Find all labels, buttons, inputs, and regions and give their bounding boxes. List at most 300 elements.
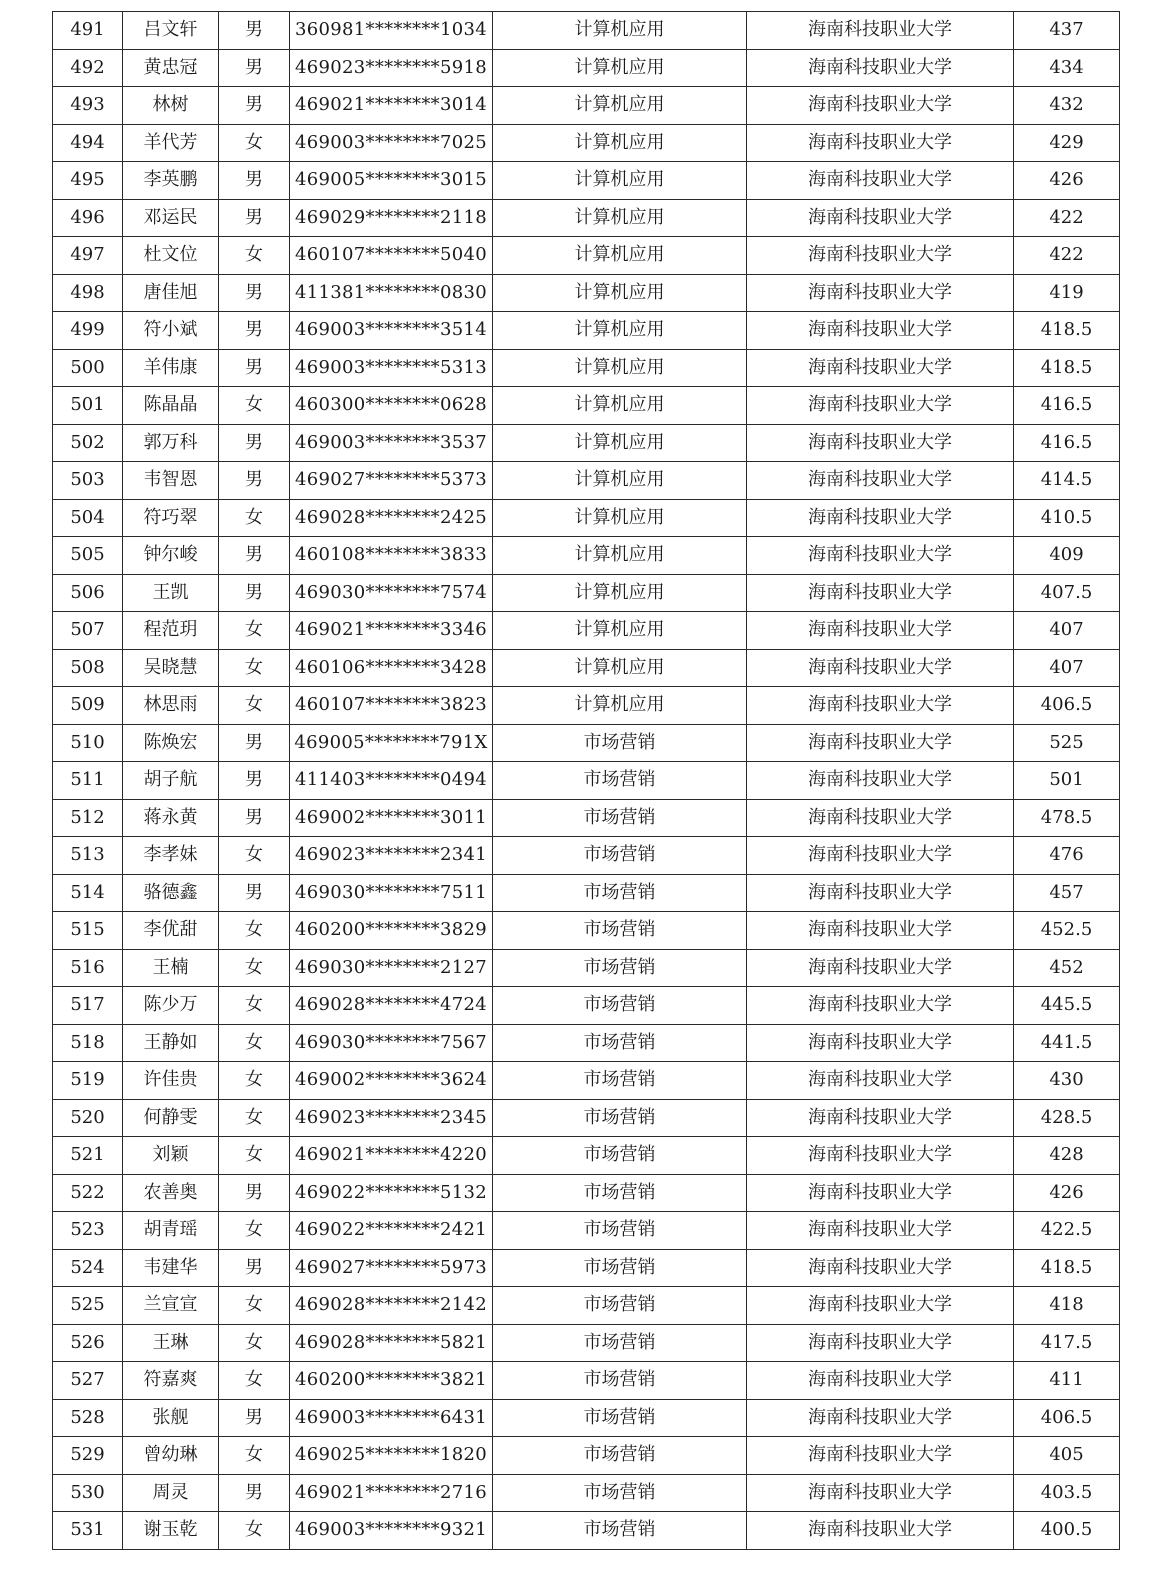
- student-name-cell: 兰宣宣: [123, 1287, 219, 1325]
- school-cell: 海南科技职业大学: [747, 199, 1014, 237]
- major-cell: 计算机应用: [493, 87, 747, 125]
- table-row: [53, 1249, 1120, 1287]
- table-row: [53, 912, 1120, 950]
- row-number-cell: 504: [53, 499, 123, 537]
- row-number-cell: 517: [53, 987, 123, 1025]
- student-name-cell: 刘颖: [123, 1137, 219, 1175]
- id-number-cell: 469003********7025: [290, 124, 493, 162]
- score-cell: 409: [1014, 537, 1120, 575]
- school-cell: 海南科技职业大学: [747, 799, 1014, 837]
- row-number-cell: 496: [53, 199, 123, 237]
- student-name-cell: 王楠: [123, 949, 219, 987]
- student-name-cell: 陈焕宏: [123, 724, 219, 762]
- id-number-cell: 460300********0628: [290, 387, 493, 425]
- student-name-cell: 程范玥: [123, 612, 219, 650]
- student-name-cell: 许佳贵: [123, 1062, 219, 1100]
- major-cell: 市场营销: [493, 724, 747, 762]
- major-cell: 市场营销: [493, 762, 747, 800]
- school-cell: 海南科技职业大学: [747, 424, 1014, 462]
- school-cell: 海南科技职业大学: [747, 387, 1014, 425]
- school-cell: 海南科技职业大学: [747, 1287, 1014, 1325]
- table-row: [53, 874, 1120, 912]
- gender-cell: 男: [219, 574, 290, 612]
- score-cell: 434: [1014, 49, 1120, 87]
- major-cell: 市场营销: [493, 799, 747, 837]
- id-number-cell: 411381********0830: [290, 274, 493, 312]
- gender-cell: 女: [219, 1362, 290, 1400]
- id-number-cell: 469003********6431: [290, 1399, 493, 1437]
- table-row: [53, 124, 1120, 162]
- table-row: [53, 462, 1120, 500]
- gender-cell: 男: [219, 12, 290, 50]
- id-number-cell: 460106********3428: [290, 649, 493, 687]
- score-cell: 417.5: [1014, 1324, 1120, 1362]
- row-number-cell: 513: [53, 837, 123, 875]
- student-name-cell: 林树: [123, 87, 219, 125]
- gender-cell: 男: [219, 1399, 290, 1437]
- id-number-cell: 469029********2118: [290, 199, 493, 237]
- score-cell: 428.5: [1014, 1099, 1120, 1137]
- student-name-cell: 韦智恩: [123, 462, 219, 500]
- table-body: [53, 12, 1120, 1550]
- gender-cell: 男: [219, 199, 290, 237]
- table-row: [53, 1024, 1120, 1062]
- table-row: [53, 387, 1120, 425]
- student-name-cell: 邓运民: [123, 199, 219, 237]
- id-number-cell: 469003********5313: [290, 349, 493, 387]
- major-cell: 计算机应用: [493, 12, 747, 50]
- school-cell: 海南科技职业大学: [747, 237, 1014, 275]
- row-number-cell: 518: [53, 1024, 123, 1062]
- table-row: [53, 724, 1120, 762]
- gender-cell: 男: [219, 312, 290, 350]
- school-cell: 海南科技职业大学: [747, 724, 1014, 762]
- score-cell: 428: [1014, 1137, 1120, 1175]
- gender-cell: 女: [219, 837, 290, 875]
- major-cell: 市场营销: [493, 1062, 747, 1100]
- student-name-cell: 陈晶晶: [123, 387, 219, 425]
- id-number-cell: 469028********5821: [290, 1324, 493, 1362]
- id-number-cell: 469023********2341: [290, 837, 493, 875]
- row-number-cell: 527: [53, 1362, 123, 1400]
- row-number-cell: 531: [53, 1512, 123, 1550]
- school-cell: 海南科技职业大学: [747, 649, 1014, 687]
- table-row: [53, 87, 1120, 125]
- table-row: [53, 12, 1120, 50]
- row-number-cell: 497: [53, 237, 123, 275]
- score-cell: 429: [1014, 124, 1120, 162]
- school-cell: 海南科技职业大学: [747, 612, 1014, 650]
- id-number-cell: 469021********3346: [290, 612, 493, 650]
- id-number-cell: 460108********3833: [290, 537, 493, 575]
- student-name-cell: 王静如: [123, 1024, 219, 1062]
- table-row: [53, 199, 1120, 237]
- score-cell: 416.5: [1014, 387, 1120, 425]
- score-cell: 407: [1014, 649, 1120, 687]
- row-number-cell: 495: [53, 162, 123, 200]
- id-number-cell: 460200********3821: [290, 1362, 493, 1400]
- score-cell: 411: [1014, 1362, 1120, 1400]
- score-cell: 406.5: [1014, 687, 1120, 725]
- school-cell: 海南科技职业大学: [747, 1099, 1014, 1137]
- score-cell: 478.5: [1014, 799, 1120, 837]
- major-cell: 计算机应用: [493, 274, 747, 312]
- row-number-cell: 524: [53, 1249, 123, 1287]
- student-name-cell: 吴晓慧: [123, 649, 219, 687]
- score-cell: 418.5: [1014, 349, 1120, 387]
- student-name-cell: 林思雨: [123, 687, 219, 725]
- row-number-cell: 529: [53, 1437, 123, 1475]
- id-number-cell: 469027********5973: [290, 1249, 493, 1287]
- school-cell: 海南科技职业大学: [747, 349, 1014, 387]
- gender-cell: 女: [219, 1512, 290, 1550]
- major-cell: 市场营销: [493, 1099, 747, 1137]
- id-number-cell: 469022********2421: [290, 1212, 493, 1250]
- student-name-cell: 杜文位: [123, 237, 219, 275]
- major-cell: 计算机应用: [493, 462, 747, 500]
- gender-cell: 女: [219, 1137, 290, 1175]
- student-name-cell: 骆德鑫: [123, 874, 219, 912]
- student-name-cell: 蒋永黄: [123, 799, 219, 837]
- school-cell: 海南科技职业大学: [747, 687, 1014, 725]
- table-row: [53, 987, 1120, 1025]
- gender-cell: 男: [219, 799, 290, 837]
- score-cell: 410.5: [1014, 499, 1120, 537]
- id-number-cell: 469021********2716: [290, 1474, 493, 1512]
- major-cell: 市场营销: [493, 1024, 747, 1062]
- school-cell: 海南科技职业大学: [747, 12, 1014, 50]
- student-name-cell: 钟尔峻: [123, 537, 219, 575]
- student-name-cell: 符小斌: [123, 312, 219, 350]
- major-cell: 计算机应用: [493, 312, 747, 350]
- major-cell: 计算机应用: [493, 349, 747, 387]
- gender-cell: 女: [219, 949, 290, 987]
- gender-cell: 男: [219, 162, 290, 200]
- school-cell: 海南科技职业大学: [747, 1249, 1014, 1287]
- gender-cell: 女: [219, 1212, 290, 1250]
- id-number-cell: 469030********7574: [290, 574, 493, 612]
- major-cell: 市场营销: [493, 1174, 747, 1212]
- id-number-cell: 469002********3624: [290, 1062, 493, 1100]
- gender-cell: 男: [219, 1249, 290, 1287]
- row-number-cell: 501: [53, 387, 123, 425]
- id-number-cell: 411403********0494: [290, 762, 493, 800]
- student-name-cell: 韦建华: [123, 1249, 219, 1287]
- major-cell: 市场营销: [493, 949, 747, 987]
- row-number-cell: 492: [53, 49, 123, 87]
- table-row: [53, 1437, 1120, 1475]
- gender-cell: 女: [219, 124, 290, 162]
- score-cell: 426: [1014, 162, 1120, 200]
- gender-cell: 女: [219, 1062, 290, 1100]
- score-cell: 430: [1014, 1062, 1120, 1100]
- table-row: [53, 1212, 1120, 1250]
- row-number-cell: 503: [53, 462, 123, 500]
- major-cell: 市场营销: [493, 1399, 747, 1437]
- id-number-cell: 469021********3014: [290, 87, 493, 125]
- table-row: [53, 1474, 1120, 1512]
- student-name-cell: 王琳: [123, 1324, 219, 1362]
- score-cell: 418: [1014, 1287, 1120, 1325]
- row-number-cell: 522: [53, 1174, 123, 1212]
- student-name-cell: 胡青瑶: [123, 1212, 219, 1250]
- score-cell: 476: [1014, 837, 1120, 875]
- table-row: [53, 162, 1120, 200]
- gender-cell: 女: [219, 237, 290, 275]
- row-number-cell: 508: [53, 649, 123, 687]
- id-number-cell: 469028********2425: [290, 499, 493, 537]
- major-cell: 计算机应用: [493, 49, 747, 87]
- student-name-cell: 谢玉乾: [123, 1512, 219, 1550]
- school-cell: 海南科技职业大学: [747, 987, 1014, 1025]
- school-cell: 海南科技职业大学: [747, 762, 1014, 800]
- gender-cell: 男: [219, 874, 290, 912]
- gender-cell: 男: [219, 762, 290, 800]
- student-name-cell: 何静雯: [123, 1099, 219, 1137]
- score-cell: 407.5: [1014, 574, 1120, 612]
- major-cell: 计算机应用: [493, 199, 747, 237]
- id-number-cell: 360981********1034: [290, 12, 493, 50]
- school-cell: 海南科技职业大学: [747, 1024, 1014, 1062]
- gender-cell: 男: [219, 1174, 290, 1212]
- school-cell: 海南科技职业大学: [747, 312, 1014, 350]
- score-cell: 400.5: [1014, 1512, 1120, 1550]
- student-name-cell: 羊代芳: [123, 124, 219, 162]
- major-cell: 计算机应用: [493, 499, 747, 537]
- school-cell: 海南科技职业大学: [747, 1437, 1014, 1475]
- student-name-cell: 羊伟康: [123, 349, 219, 387]
- gender-cell: 男: [219, 49, 290, 87]
- school-cell: 海南科技职业大学: [747, 1474, 1014, 1512]
- score-cell: 403.5: [1014, 1474, 1120, 1512]
- id-number-cell: 469025********1820: [290, 1437, 493, 1475]
- table-row: [53, 649, 1120, 687]
- row-number-cell: 519: [53, 1062, 123, 1100]
- major-cell: 计算机应用: [493, 387, 747, 425]
- school-cell: 海南科技职业大学: [747, 1362, 1014, 1400]
- row-number-cell: 523: [53, 1212, 123, 1250]
- admission-list-sheet: [52, 11, 1112, 1550]
- major-cell: 计算机应用: [493, 574, 747, 612]
- table-row: [53, 1399, 1120, 1437]
- id-number-cell: 469003********3537: [290, 424, 493, 462]
- gender-cell: 女: [219, 499, 290, 537]
- table-row: [53, 312, 1120, 350]
- row-number-cell: 530: [53, 1474, 123, 1512]
- table-row: [53, 499, 1120, 537]
- score-cell: 441.5: [1014, 1024, 1120, 1062]
- table-row: [53, 1099, 1120, 1137]
- student-name-cell: 李英鹏: [123, 162, 219, 200]
- score-cell: 422: [1014, 199, 1120, 237]
- table-row: [53, 49, 1120, 87]
- table-row: [53, 762, 1120, 800]
- table-row: [53, 1324, 1120, 1362]
- row-number-cell: 491: [53, 12, 123, 50]
- id-number-cell: 469028********2142: [290, 1287, 493, 1325]
- row-number-cell: 498: [53, 274, 123, 312]
- row-number-cell: 499: [53, 312, 123, 350]
- gender-cell: 女: [219, 1099, 290, 1137]
- score-cell: 416.5: [1014, 424, 1120, 462]
- score-cell: 418.5: [1014, 312, 1120, 350]
- major-cell: 市场营销: [493, 837, 747, 875]
- gender-cell: 女: [219, 612, 290, 650]
- school-cell: 海南科技职业大学: [747, 537, 1014, 575]
- table-row: [53, 274, 1120, 312]
- row-number-cell: 502: [53, 424, 123, 462]
- gender-cell: 女: [219, 1287, 290, 1325]
- major-cell: 市场营销: [493, 1437, 747, 1475]
- major-cell: 计算机应用: [493, 687, 747, 725]
- row-number-cell: 505: [53, 537, 123, 575]
- score-cell: 452: [1014, 949, 1120, 987]
- school-cell: 海南科技职业大学: [747, 1174, 1014, 1212]
- row-number-cell: 514: [53, 874, 123, 912]
- score-cell: 452.5: [1014, 912, 1120, 950]
- score-cell: 405: [1014, 1437, 1120, 1475]
- id-number-cell: 469028********4724: [290, 987, 493, 1025]
- gender-cell: 女: [219, 987, 290, 1025]
- row-number-cell: 507: [53, 612, 123, 650]
- score-cell: 457: [1014, 874, 1120, 912]
- gender-cell: 男: [219, 274, 290, 312]
- school-cell: 海南科技职业大学: [747, 837, 1014, 875]
- school-cell: 海南科技职业大学: [747, 1512, 1014, 1550]
- table-row: [53, 1512, 1120, 1550]
- school-cell: 海南科技职业大学: [747, 1062, 1014, 1100]
- row-number-cell: 525: [53, 1287, 123, 1325]
- student-name-cell: 李优甜: [123, 912, 219, 950]
- id-number-cell: 460107********5040: [290, 237, 493, 275]
- major-cell: 计算机应用: [493, 237, 747, 275]
- score-cell: 525: [1014, 724, 1120, 762]
- id-number-cell: 469003********3514: [290, 312, 493, 350]
- id-number-cell: 460107********3823: [290, 687, 493, 725]
- row-number-cell: 520: [53, 1099, 123, 1137]
- id-number-cell: 469005********3015: [290, 162, 493, 200]
- row-number-cell: 521: [53, 1137, 123, 1175]
- id-number-cell: 469005********791X: [290, 724, 493, 762]
- school-cell: 海南科技职业大学: [747, 912, 1014, 950]
- major-cell: 计算机应用: [493, 162, 747, 200]
- table-row: [53, 574, 1120, 612]
- id-number-cell: 469022********5132: [290, 1174, 493, 1212]
- id-number-cell: 469002********3011: [290, 799, 493, 837]
- row-number-cell: 526: [53, 1324, 123, 1362]
- score-cell: 445.5: [1014, 987, 1120, 1025]
- table-row: [53, 687, 1120, 725]
- id-number-cell: 469030********2127: [290, 949, 493, 987]
- gender-cell: 女: [219, 1024, 290, 1062]
- student-name-cell: 黄忠冠: [123, 49, 219, 87]
- school-cell: 海南科技职业大学: [747, 1399, 1014, 1437]
- gender-cell: 男: [219, 1474, 290, 1512]
- row-number-cell: 509: [53, 687, 123, 725]
- major-cell: 市场营销: [493, 1137, 747, 1175]
- school-cell: 海南科技职业大学: [747, 462, 1014, 500]
- id-number-cell: 469021********4220: [290, 1137, 493, 1175]
- gender-cell: 女: [219, 687, 290, 725]
- school-cell: 海南科技职业大学: [747, 162, 1014, 200]
- row-number-cell: 516: [53, 949, 123, 987]
- score-cell: 501: [1014, 762, 1120, 800]
- major-cell: 市场营销: [493, 1512, 747, 1550]
- school-cell: 海南科技职业大学: [747, 499, 1014, 537]
- student-name-cell: 曾幼琳: [123, 1437, 219, 1475]
- table-row: [53, 537, 1120, 575]
- student-name-cell: 胡子航: [123, 762, 219, 800]
- table-row: [53, 349, 1120, 387]
- table-row: [53, 237, 1120, 275]
- student-name-cell: 周灵: [123, 1474, 219, 1512]
- row-number-cell: 528: [53, 1399, 123, 1437]
- student-name-cell: 陈少万: [123, 987, 219, 1025]
- school-cell: 海南科技职业大学: [747, 274, 1014, 312]
- id-number-cell: 469030********7511: [290, 874, 493, 912]
- major-cell: 市场营销: [493, 1212, 747, 1250]
- student-name-cell: 农善奥: [123, 1174, 219, 1212]
- score-cell: 419: [1014, 274, 1120, 312]
- id-number-cell: 469023********5918: [290, 49, 493, 87]
- student-name-cell: 符嘉爽: [123, 1362, 219, 1400]
- score-cell: 418.5: [1014, 1249, 1120, 1287]
- row-number-cell: 512: [53, 799, 123, 837]
- gender-cell: 男: [219, 87, 290, 125]
- major-cell: 市场营销: [493, 1362, 747, 1400]
- row-number-cell: 515: [53, 912, 123, 950]
- student-name-cell: 唐佳旭: [123, 274, 219, 312]
- school-cell: 海南科技职业大学: [747, 949, 1014, 987]
- row-number-cell: 493: [53, 87, 123, 125]
- school-cell: 海南科技职业大学: [747, 874, 1014, 912]
- major-cell: 市场营销: [493, 1249, 747, 1287]
- student-name-cell: 符巧翠: [123, 499, 219, 537]
- major-cell: 计算机应用: [493, 124, 747, 162]
- gender-cell: 男: [219, 537, 290, 575]
- gender-cell: 女: [219, 649, 290, 687]
- table-row: [53, 837, 1120, 875]
- school-cell: 海南科技职业大学: [747, 1212, 1014, 1250]
- score-cell: 422.5: [1014, 1212, 1120, 1250]
- major-cell: 市场营销: [493, 1324, 747, 1362]
- table-row: [53, 1137, 1120, 1175]
- table-row: [53, 612, 1120, 650]
- gender-cell: 男: [219, 724, 290, 762]
- major-cell: 市场营销: [493, 1474, 747, 1512]
- score-cell: 426: [1014, 1174, 1120, 1212]
- school-cell: 海南科技职业大学: [747, 1137, 1014, 1175]
- gender-cell: 女: [219, 912, 290, 950]
- id-number-cell: 460200********3829: [290, 912, 493, 950]
- student-name-cell: 吕文轩: [123, 12, 219, 50]
- row-number-cell: 510: [53, 724, 123, 762]
- major-cell: 计算机应用: [493, 424, 747, 462]
- score-cell: 422: [1014, 237, 1120, 275]
- major-cell: 计算机应用: [493, 612, 747, 650]
- major-cell: 市场营销: [493, 912, 747, 950]
- major-cell: 市场营销: [493, 1287, 747, 1325]
- table-row: [53, 1062, 1120, 1100]
- score-cell: 407: [1014, 612, 1120, 650]
- row-number-cell: 506: [53, 574, 123, 612]
- gender-cell: 男: [219, 462, 290, 500]
- gender-cell: 女: [219, 1437, 290, 1475]
- school-cell: 海南科技职业大学: [747, 574, 1014, 612]
- table-row: [53, 949, 1120, 987]
- table-row: [53, 424, 1120, 462]
- table-row: [53, 799, 1120, 837]
